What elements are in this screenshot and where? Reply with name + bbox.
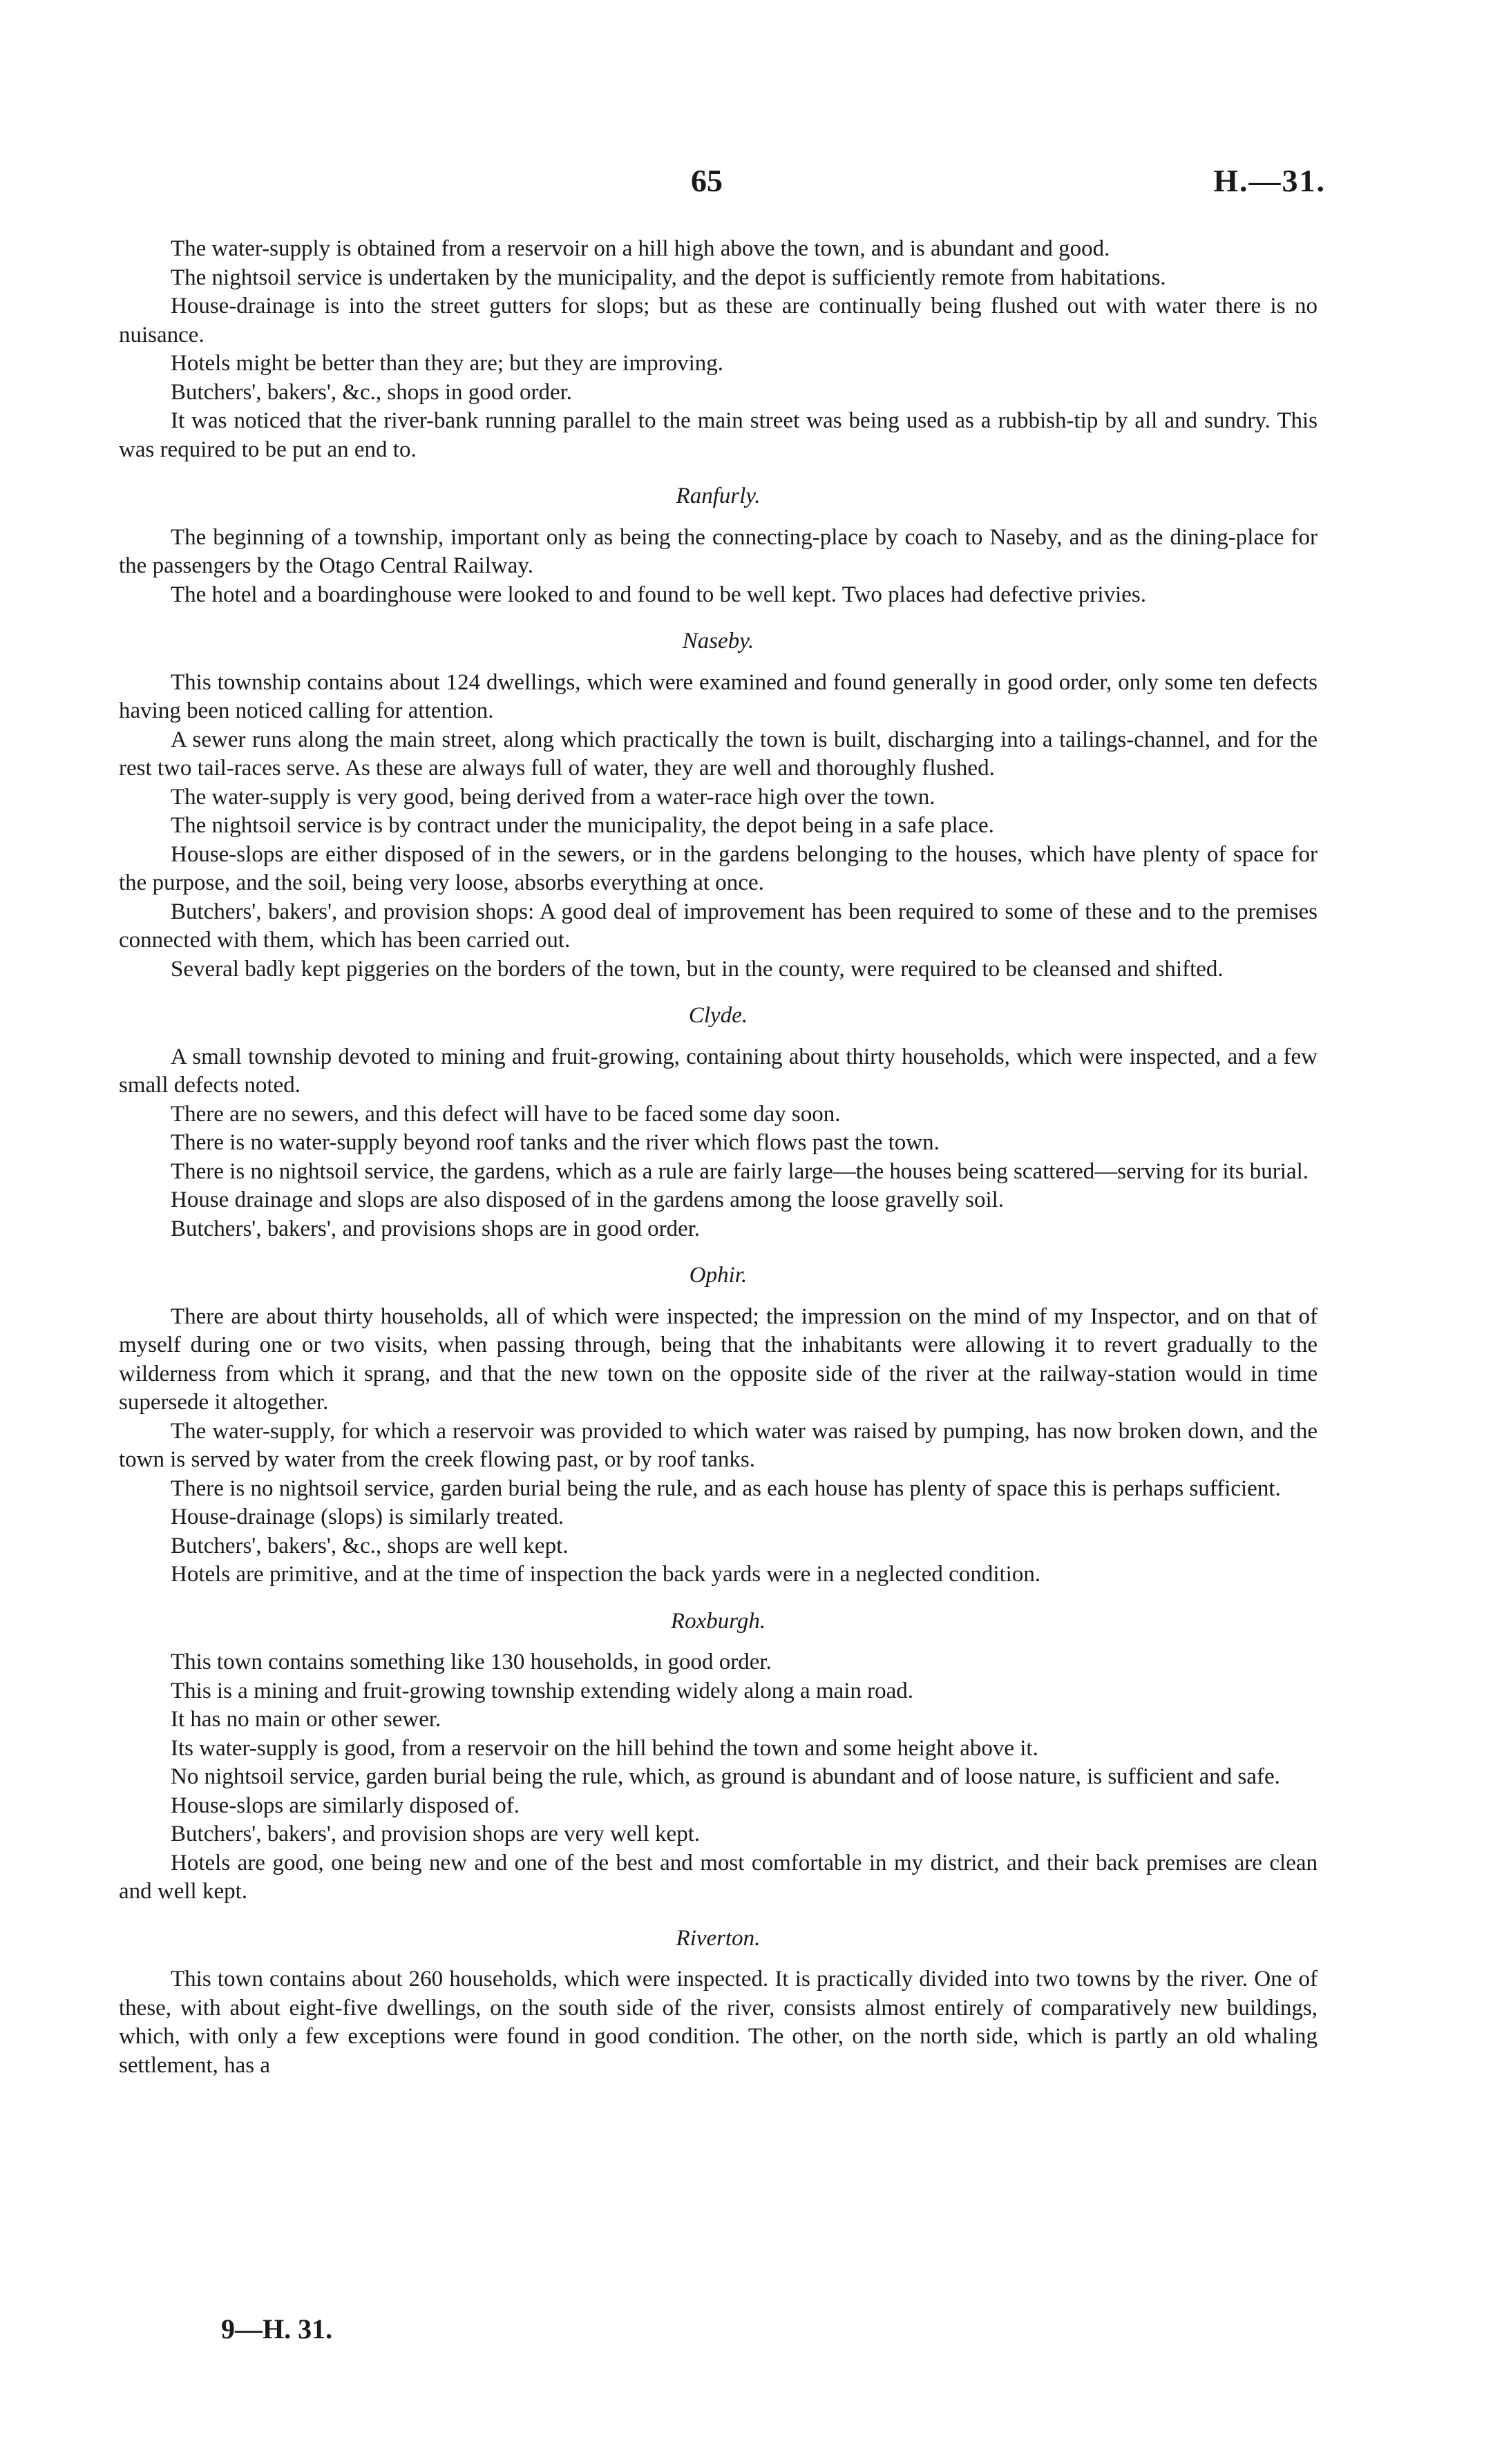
paragraph: The water-supply is very good, being derived from a water-race high over the town. — [171, 784, 935, 810]
paragraph: This is a mining and fruit-growing township extending widely along a main road. — [171, 1678, 914, 1703]
document-reference: H.—31. — [1213, 163, 1326, 198]
paragraph: This town contains something like 130 households, in good order. — [171, 1650, 772, 1674]
section-heading: Naseby. — [682, 629, 754, 653]
paragraph: The nightsoil service is undertaken by the municipality, and the depot is sufficiently remote from habitations. — [171, 265, 1166, 290]
section-heading: Roxburgh. — [670, 1608, 766, 1634]
paragraph: No nightsoil service, garden burial being the rule, which, as ground is abundant and of loose nature, is sufficient and safe. — [171, 1764, 1280, 1789]
paragraph: This township contains about 124 dwellings, which were examined and found generally in good order, only some ten defects having been noticed calling for attention. — [119, 669, 1318, 723]
paragraph: Butchers', bakers', &c., shops are well kept. — [171, 1533, 569, 1558]
paragraph: A sewer runs along the main street, along which practically the town is built, discharging into a tailings-channel, and for the rest two tail-races serve. As these are always full of water, they are well and thoroughly flushed. — [119, 727, 1318, 781]
paragraph: Hotels are primitive, and at the time of inspection the back yards were in a neglected condition. — [171, 1562, 1041, 1587]
paragraph: This town contains about 260 households, which were inspected. It is practically divided into two towns by the river. One of these, with about eight-five dwellings, on the south side of the river, consists almost entirely of comparatively new buildings, which, with only a few exceptions were found in good condition. The other, on the north side, which is partly an old whaling settlement, has a — [119, 1967, 1318, 2078]
paragraph: The water-supply is obtained from a reservoir on a hill high above the town, and is abundant and good. — [171, 236, 1110, 261]
paragraph: House-drainage is into the street gutters for slops; but as these are continually being flushed out with water there is no nuisance. — [119, 294, 1318, 347]
paragraph: Butchers', bakers', and provisions shops are in good order. — [171, 1216, 701, 1241]
paragraph: There are about thirty households, all of which were inspected; the impression on the mind of my Inspector, and on that of myself during one or two visits, when passing through, being that the inhabitants were allowing it to revert gradually to the wilderness from which it sprang, and that the new town on the opposite side of the river at the railway-station would in time supersede it altogether. — [119, 1303, 1318, 1415]
paragraph: It was noticed that the river-bank running parallel to the main street was being used as a rubbish-tip by all and sundry. This was required to be put an end to. — [119, 408, 1318, 462]
paragraph: House-slops are either disposed of in the sewers, or in the gardens belonging to the houses, which have plenty of space for the purpose, and the soil, being very loose, absorbs everything at once. — [119, 841, 1318, 895]
paragraph: House-drainage (slops) is similarly treated. — [171, 1505, 564, 1529]
paragraph: The nightsoil service is by contract under the municipality, the depot being in a safe place. — [171, 813, 994, 838]
body-text — [119, 235, 1318, 2080]
paragraph: There is no nightsoil service, the gardens, which as a rule are fairly large—the houses being scattered—serving for its burial. — [171, 1158, 1309, 1184]
section-heading: Riverton. — [676, 1925, 761, 1951]
paragraph: House drainage and slops are also disposed of in the gardens among the loose gravelly soil. — [171, 1187, 1005, 1212]
paragraph: There is no water-supply beyond roof tanks and the river which flows past the town. — [171, 1130, 940, 1155]
section-heading: Ranfurly. — [676, 484, 761, 508]
paragraph: Hotels might be better than they are; but they are improving. — [171, 351, 724, 376]
paragraph: It has no main or other sewer. — [171, 1707, 441, 1732]
paragraph: A small township devoted to mining and fruit-growing, containing about thirty households, which were inspected, and a few small defects noted. — [119, 1044, 1318, 1098]
paragraph: The hotel and a boardinghouse were looked to and found to be well kept. Two places had defective privies. — [171, 582, 1146, 607]
section-heading: Clyde. — [688, 1003, 748, 1028]
paragraph: Hotels are good, one being new and one of the best and most comfortable in my district, and their back premises are clean and well kept. — [119, 1850, 1318, 1904]
page-number: 65 — [691, 163, 723, 198]
section-heading: Ophir. — [689, 1263, 748, 1288]
paragraph: House-slops are similarly disposed of. — [171, 1793, 520, 1818]
paragraph: Its water-supply is good, from a reservoir on the hill behind the town and some height above it. — [171, 1735, 1038, 1761]
paragraph: Several badly kept piggeries on the borders of the town, but in the county, were required to be cleansed and shifted. — [171, 956, 1224, 982]
paragraph: There are no sewers, and this defect will have to be faced some day soon. — [171, 1101, 841, 1127]
paragraph: Butchers', bakers', and provision shops are very well kept. — [171, 1822, 701, 1846]
paragraph: The water-supply, for which a reservoir was provided to which water was raised by pumping, has now broken down, and the town is served by water from the creek flowing past, or by roof tanks. — [119, 1418, 1318, 1472]
page-header — [0, 162, 1493, 218]
paragraph: Butchers', bakers', &c., shops in good order. — [171, 379, 573, 405]
footer-signature: 9—H. 31. — [221, 2313, 333, 2344]
paragraph: There is no nightsoil service, garden burial being the rule, and as each house has plenty of space this is perhaps sufficient. — [171, 1475, 1281, 1501]
paragraph: Butchers', bakers', and provision shops: A good deal of improvement has been required to some of these and to the premises connected with them, which has been carried out. — [119, 899, 1318, 953]
paragraph: The beginning of a township, important only as being the connecting-place by coach to Naseby, and as the dining-place for the passengers by the Otago Central Railway. — [119, 524, 1318, 578]
